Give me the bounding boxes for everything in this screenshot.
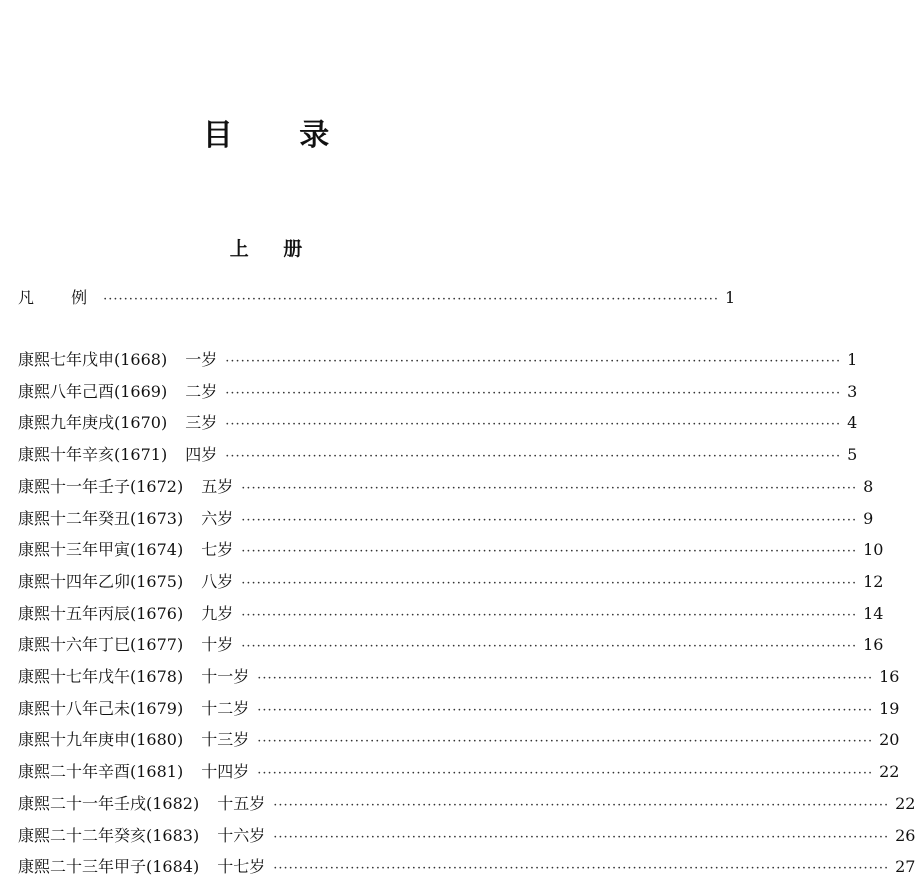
toc-entry-age: 九岁: [201, 603, 234, 623]
toc-entry-age: 十五岁: [217, 793, 266, 813]
toc-row[interactable]: [18, 665, 900, 689]
toc-entry-age: 十一岁: [201, 667, 250, 686]
toc-entry-age: 十七岁: [217, 857, 266, 877]
toc-row[interactable]: [18, 760, 900, 784]
toc-row[interactable]: [18, 348, 858, 372]
toc-page-number: 8: [863, 476, 874, 496]
toc-row-front-matter[interactable]: [18, 286, 736, 310]
toc-row[interactable]: [18, 475, 874, 499]
toc-page-number: 3: [847, 381, 858, 401]
toc-entry-age: 十六岁: [217, 825, 266, 845]
toc-page-number: 27: [895, 857, 915, 877]
toc-page-number: 4: [847, 413, 858, 433]
toc-row[interactable]: [18, 602, 884, 626]
toc-page-number: 19: [879, 698, 900, 718]
dot-leader: ························································································································: [241, 575, 858, 591]
toc-entry-label: 康熙二十年辛酉(1681): [18, 762, 184, 782]
toc-page-number: 22: [879, 762, 900, 782]
toc-entry-age: 二岁: [185, 381, 218, 401]
dot-leader: ························································································································: [225, 354, 842, 369]
toc-page-number: 14: [863, 603, 884, 623]
toc-entry-age: 十岁: [201, 635, 234, 655]
dot-leader: ························································································································: [241, 480, 858, 496]
toc-entry-label: 康熙九年庚戌(1670): [18, 413, 168, 433]
toc-entry-label: 康熙十五年丙辰(1676): [18, 603, 184, 623]
toc-row[interactable]: [18, 411, 858, 435]
toc-entry-label: 康熙八年己酉(1669): [18, 381, 168, 401]
toc-page-number: 12: [863, 571, 884, 591]
toc-page-number: 1: [847, 350, 858, 369]
toc-entry-age: 六岁: [201, 508, 234, 528]
dot-leader: ························································································································: [257, 702, 874, 718]
toc-entry-label: 康熙十年辛亥(1671): [18, 445, 168, 465]
dot-leader: ························································································································: [103, 292, 719, 307]
toc-page-number: 22: [895, 793, 915, 813]
toc-entry-age: 十二岁: [201, 698, 250, 718]
volume-title: 上 册: [229, 238, 317, 260]
toc-row[interactable]: [18, 855, 915, 879]
toc-entry-age: 三岁: [185, 413, 218, 433]
toc-row[interactable]: [18, 792, 915, 816]
toc-row[interactable]: [18, 507, 874, 531]
toc-entry-label: 康熙二十三年甲子(1684): [18, 857, 200, 877]
dot-leader: ························································································································: [225, 449, 842, 465]
toc-entry-label: 康熙十六年丁巳(1677): [18, 635, 184, 655]
toc-page-number: 1: [724, 288, 736, 307]
dot-leader: ························································································································: [241, 607, 858, 623]
toc-row[interactable]: [18, 538, 884, 562]
dot-leader: ························································································································: [273, 797, 890, 813]
toc-entry-label: 康熙十四年乙卯(1675): [18, 571, 184, 591]
toc-row[interactable]: [18, 570, 884, 594]
toc-row[interactable]: [18, 697, 900, 721]
toc-row[interactable]: [18, 728, 900, 752]
toc-entry-label: 康熙十一年壬子(1672): [18, 476, 184, 496]
toc-page-number: 26: [895, 825, 915, 845]
toc-row[interactable]: [18, 380, 858, 404]
toc-page-number: 9: [863, 508, 874, 528]
toc-page-number: 16: [863, 635, 884, 655]
toc-entry-age: 一岁: [185, 350, 218, 369]
dot-leader: ························································································································: [257, 734, 874, 750]
toc-page-number: 10: [863, 540, 884, 560]
toc-entry-age: 八岁: [201, 571, 234, 591]
dot-leader: ························································································································: [241, 639, 858, 655]
toc-entry-label: 康熙十三年甲寅(1674): [18, 540, 184, 560]
dot-leader: ························································································································: [225, 417, 842, 433]
dot-leader: ························································································································: [273, 829, 890, 845]
toc-entry-label: 凡 例: [18, 288, 104, 307]
dot-leader: ························································································································: [273, 861, 890, 877]
toc-entry-label: 康熙十八年己未(1679): [18, 698, 184, 718]
page-title: 目 录: [202, 118, 358, 153]
dot-leader: ························································································································: [257, 766, 874, 782]
toc-entry-age: 十四岁: [201, 762, 250, 782]
toc-row[interactable]: [18, 824, 915, 848]
toc-row[interactable]: [18, 443, 858, 467]
dot-leader: ························································································································: [241, 512, 858, 528]
toc-entry-age: 十三岁: [201, 730, 250, 750]
toc-entry-age: 七岁: [201, 540, 234, 560]
toc-entry-label: 康熙十七年戊午(1678): [18, 667, 184, 686]
dot-leader: ························································································································: [257, 671, 874, 686]
dot-leader: ························································································································: [225, 385, 842, 401]
toc-entry-label: 康熙二十二年癸亥(1683): [18, 825, 200, 845]
toc-page-number: 16: [879, 667, 900, 686]
toc-page-number: 5: [847, 445, 858, 465]
toc-entry-label: 康熙十九年庚申(1680): [18, 730, 184, 750]
toc-entry-label: 康熙二十一年壬戌(1682): [18, 793, 200, 813]
toc-row[interactable]: [18, 633, 884, 657]
toc-page-number: 20: [879, 730, 900, 750]
toc-entry-label: 康熙十二年癸丑(1673): [18, 508, 184, 528]
toc-entry-age: 四岁: [185, 445, 218, 465]
toc-entry-age: 五岁: [201, 476, 234, 496]
toc-entry-label: 康熙七年戊申(1668): [18, 350, 168, 369]
dot-leader: ························································································································: [241, 544, 858, 560]
